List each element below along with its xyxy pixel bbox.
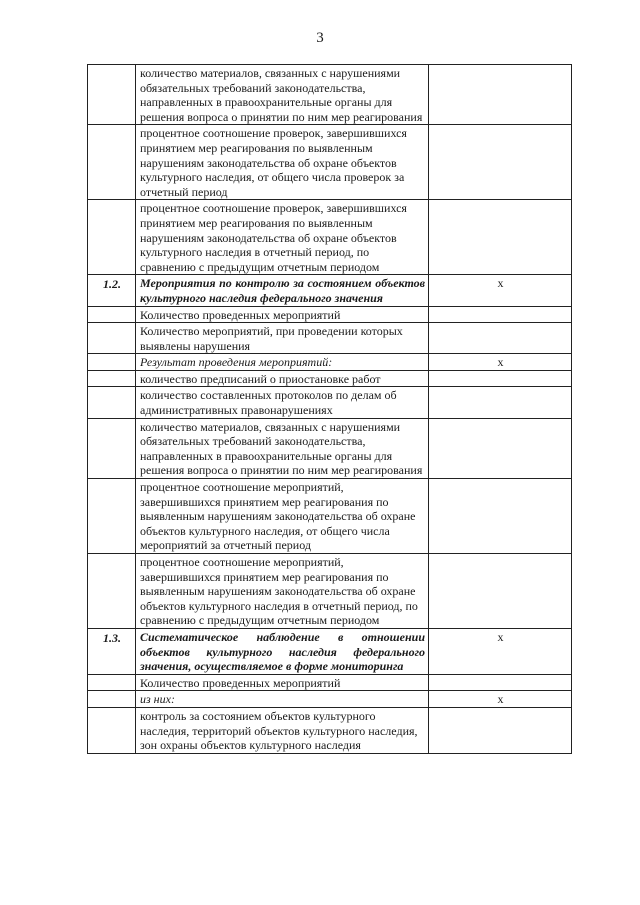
row-number-cell	[88, 418, 136, 478]
value-cell	[429, 418, 572, 478]
section-row	[88, 275, 572, 306]
report-table	[87, 64, 572, 754]
row-number-cell	[88, 691, 136, 708]
row-number-cell	[88, 554, 136, 629]
row-number-cell	[88, 323, 136, 354]
row-number-cell	[88, 65, 136, 125]
indicator-name-cell: процентное соотношение проверок, завершившихся принятием мер реагирования по выявленным нарушениям законодательства об охране объектов культурного наследия, от общего числа проверок за отчетный период	[136, 125, 429, 200]
value-cell	[429, 554, 572, 629]
value-cell	[429, 707, 572, 753]
indicator-name-cell: количество материалов, связанных с нарушениями обязательных требований законодательства, направленных в правоохранительные органы для решения вопроса о принятии по ним мер реагирования	[136, 418, 429, 478]
value-cell	[429, 323, 572, 354]
page-number: 3	[316, 30, 324, 46]
value-cell: х	[429, 275, 572, 306]
row-number-cell	[88, 674, 136, 691]
value-cell	[429, 306, 572, 323]
row-number-cell	[88, 354, 136, 371]
value-cell	[429, 65, 572, 125]
value-cell: х	[429, 354, 572, 371]
value-cell	[429, 387, 572, 418]
table-row	[88, 554, 572, 629]
table-row	[88, 65, 572, 125]
table-row	[88, 200, 572, 275]
section-row	[88, 628, 572, 674]
indicator-name-cell: Количество мероприятий, при проведении которых выявлены нарушения	[136, 323, 429, 354]
row-number-cell	[88, 479, 136, 554]
row-number-cell	[88, 387, 136, 418]
indicator-name-cell: процентное соотношение мероприятий, завершившихся принятием мер реагирования по выявленным нарушениям законодательства об охране объектов культурного наследия, от общего числа мероприятий за отчетный период	[136, 479, 429, 554]
indicator-name-cell: из них:	[136, 691, 429, 708]
row-number-cell: 1.3.	[88, 628, 136, 674]
table-row	[88, 125, 572, 200]
indicator-name-cell: процентное соотношение мероприятий, завершившихся принятием мер реагирования по выявленным нарушениям законодательства об охране объектов культурного наследия в отчетный период, по сравнению с предыдущим отчетным периодом	[136, 554, 429, 629]
table-row	[88, 387, 572, 418]
value-cell	[429, 479, 572, 554]
value-cell	[429, 200, 572, 275]
row-number-cell	[88, 707, 136, 753]
table-row	[88, 354, 572, 371]
row-number-cell	[88, 306, 136, 323]
value-cell: х	[429, 691, 572, 708]
row-number-cell	[88, 370, 136, 387]
indicator-name-cell: количество составленных протоколов по делам об административных правонарушениях	[136, 387, 429, 418]
row-number-cell	[88, 200, 136, 275]
table-row	[88, 323, 572, 354]
value-cell	[429, 370, 572, 387]
indicator-name-cell: Количество проведенных мероприятий	[136, 674, 429, 691]
indicator-name-cell: количество материалов, связанных с нарушениями обязательных требований законодательства, направленных в правоохранительные органы для решения вопроса о принятии по ним мер реагирования	[136, 65, 429, 125]
table-row	[88, 370, 572, 387]
indicator-name-cell: Систематическое наблюдение в отношении объектов культурного наследия федерального значения, осуществляемое в форме мониторинга	[136, 628, 429, 674]
indicator-name-cell: процентное соотношение проверок, завершившихся принятием мер реагирования по выявленным нарушениям законодательства об охране объектов культурного наследия в отчетный период, по сравнению с предыдущим отчетным периодом	[136, 200, 429, 275]
indicator-name-cell: Количество проведенных мероприятий	[136, 306, 429, 323]
table-row	[88, 674, 572, 691]
row-number-cell: 1.2.	[88, 275, 136, 306]
indicator-name-cell: количество предписаний о приостановке работ	[136, 370, 429, 387]
table-row	[88, 306, 572, 323]
table-row	[88, 479, 572, 554]
row-number-cell	[88, 125, 136, 200]
value-cell	[429, 674, 572, 691]
indicator-name-cell: Мероприятия по контролю за состоянием объектов культурного наследия федерального значения	[136, 275, 429, 306]
indicator-name-cell: контроль за состоянием объектов культурного наследия, территорий объектов культурного наследия, зон охраны объектов культурного наследия	[136, 707, 429, 753]
value-cell: х	[429, 628, 572, 674]
table-row	[88, 418, 572, 478]
table-row	[88, 707, 572, 753]
indicator-name-cell: Результат проведения мероприятий:	[136, 354, 429, 371]
table-row	[88, 691, 572, 708]
value-cell	[429, 125, 572, 200]
